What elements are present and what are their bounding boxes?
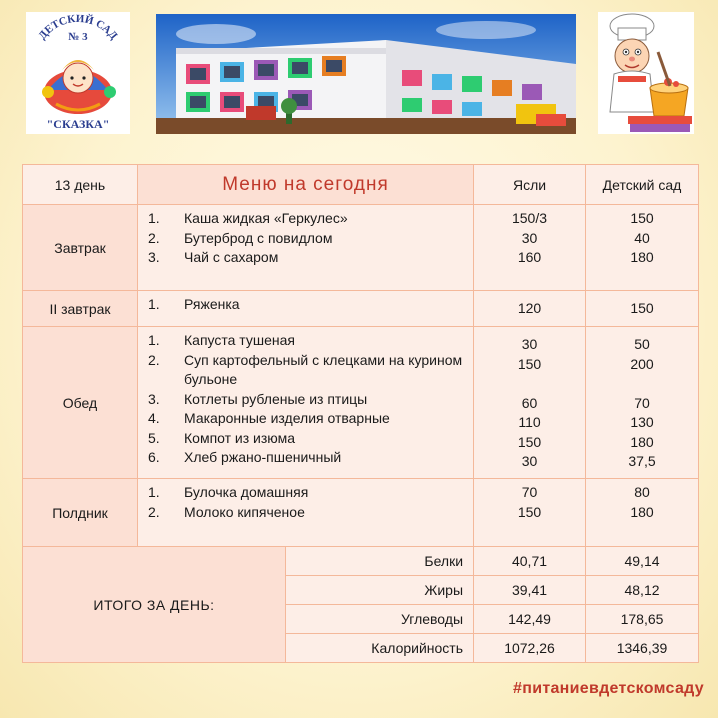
nutrient-name: Калорийность — [286, 634, 474, 663]
list-item: 2. Молоко кипяченое — [148, 503, 305, 520]
kindergarten-portions: 150 40 180 — [586, 205, 699, 291]
list-item: 3. Чай с сахаром — [148, 249, 279, 265]
meal-row-breakfast — [23, 205, 699, 291]
list-item: 4. Макаронные изделия отварные — [148, 410, 390, 426]
list-item: 6. Хлеб ржано-пшеничный — [148, 449, 342, 465]
nursery-portions: 150/3 30 160 — [474, 205, 586, 291]
kindergarten-building-photo — [156, 14, 576, 134]
list-item: 3. Котлеты рубленые из птицы — [148, 390, 368, 407]
meal-items — [138, 291, 474, 327]
total-row-protein — [23, 547, 699, 576]
list-item: 1. Каша жидкая «Геркулес» — [148, 210, 348, 226]
hashtag[interactable]: #питаниевдетскомсаду — [513, 680, 704, 697]
kindergarten-logo — [26, 12, 130, 134]
kindergarten-portions: 80 180 — [586, 479, 699, 547]
day-label: 13 день — [23, 165, 138, 205]
nutrient-name: Углеводы — [286, 605, 474, 634]
list-item: 5. Компот из изюма — [148, 429, 296, 446]
meal-name: Обед — [23, 327, 138, 479]
table-header-row — [23, 165, 699, 205]
meal-name: II завтрак — [23, 291, 138, 327]
meal-row-afternoon-snack — [23, 479, 699, 547]
logo-line1: ДЕТСКИЙ САД — [36, 12, 120, 42]
totals-label: ИТОГО ЗА ДЕНЬ: — [23, 547, 286, 663]
kindergarten-total: 49,14 — [586, 547, 699, 576]
nutrient-name: Жиры — [286, 576, 474, 605]
kindergarten-total: 1346,39 — [586, 634, 699, 663]
list-item: 1. Ряженка — [148, 296, 240, 312]
nursery-total: 142,49 — [474, 605, 586, 634]
nursery-total: 39,41 — [474, 576, 586, 605]
nutrient-name: Белки — [286, 547, 474, 576]
meal-items — [138, 327, 474, 479]
nursery-portions: 70 150 — [474, 479, 586, 547]
kindergarten-portions: 50 200 70 130 180 37,5 — [586, 327, 699, 479]
meal-name: Полдник — [23, 479, 138, 547]
meal-name: Завтрак — [23, 205, 138, 291]
list-item: 2. Суп картофельный с клецками на курином бульоне — [148, 351, 463, 387]
logo-name: "СКАЗКА" — [46, 117, 110, 131]
meal-items — [138, 479, 474, 547]
meal-row-second-breakfast — [23, 291, 699, 327]
kindergarten-total: 48,12 — [586, 576, 699, 605]
nursery-portions: 120 — [474, 291, 586, 327]
kindergarten-total: 178,65 — [586, 605, 699, 634]
meal-row-lunch — [23, 327, 699, 479]
meal-items — [138, 205, 474, 291]
list-item: 1. Булочка домашняя — [148, 484, 309, 500]
list-item: 1. Капуста тушеная — [148, 332, 295, 348]
list-item: 2. Бутерброд с повидлом — [148, 229, 333, 246]
kindergarten-portions: 150 — [586, 291, 699, 327]
column-header-nursery: Ясли — [474, 165, 586, 205]
menu-table — [22, 164, 699, 663]
menu-title: Меню на сегодня — [138, 165, 474, 205]
logo-line2: № 3 — [68, 31, 88, 43]
nursery-portions: 30 150 60 110 150 30 — [474, 327, 586, 479]
nursery-total: 40,71 — [474, 547, 586, 576]
chef-illustration — [598, 12, 694, 134]
nursery-total: 1072,26 — [474, 634, 586, 663]
column-header-kindergarten: Детский сад — [586, 165, 699, 205]
